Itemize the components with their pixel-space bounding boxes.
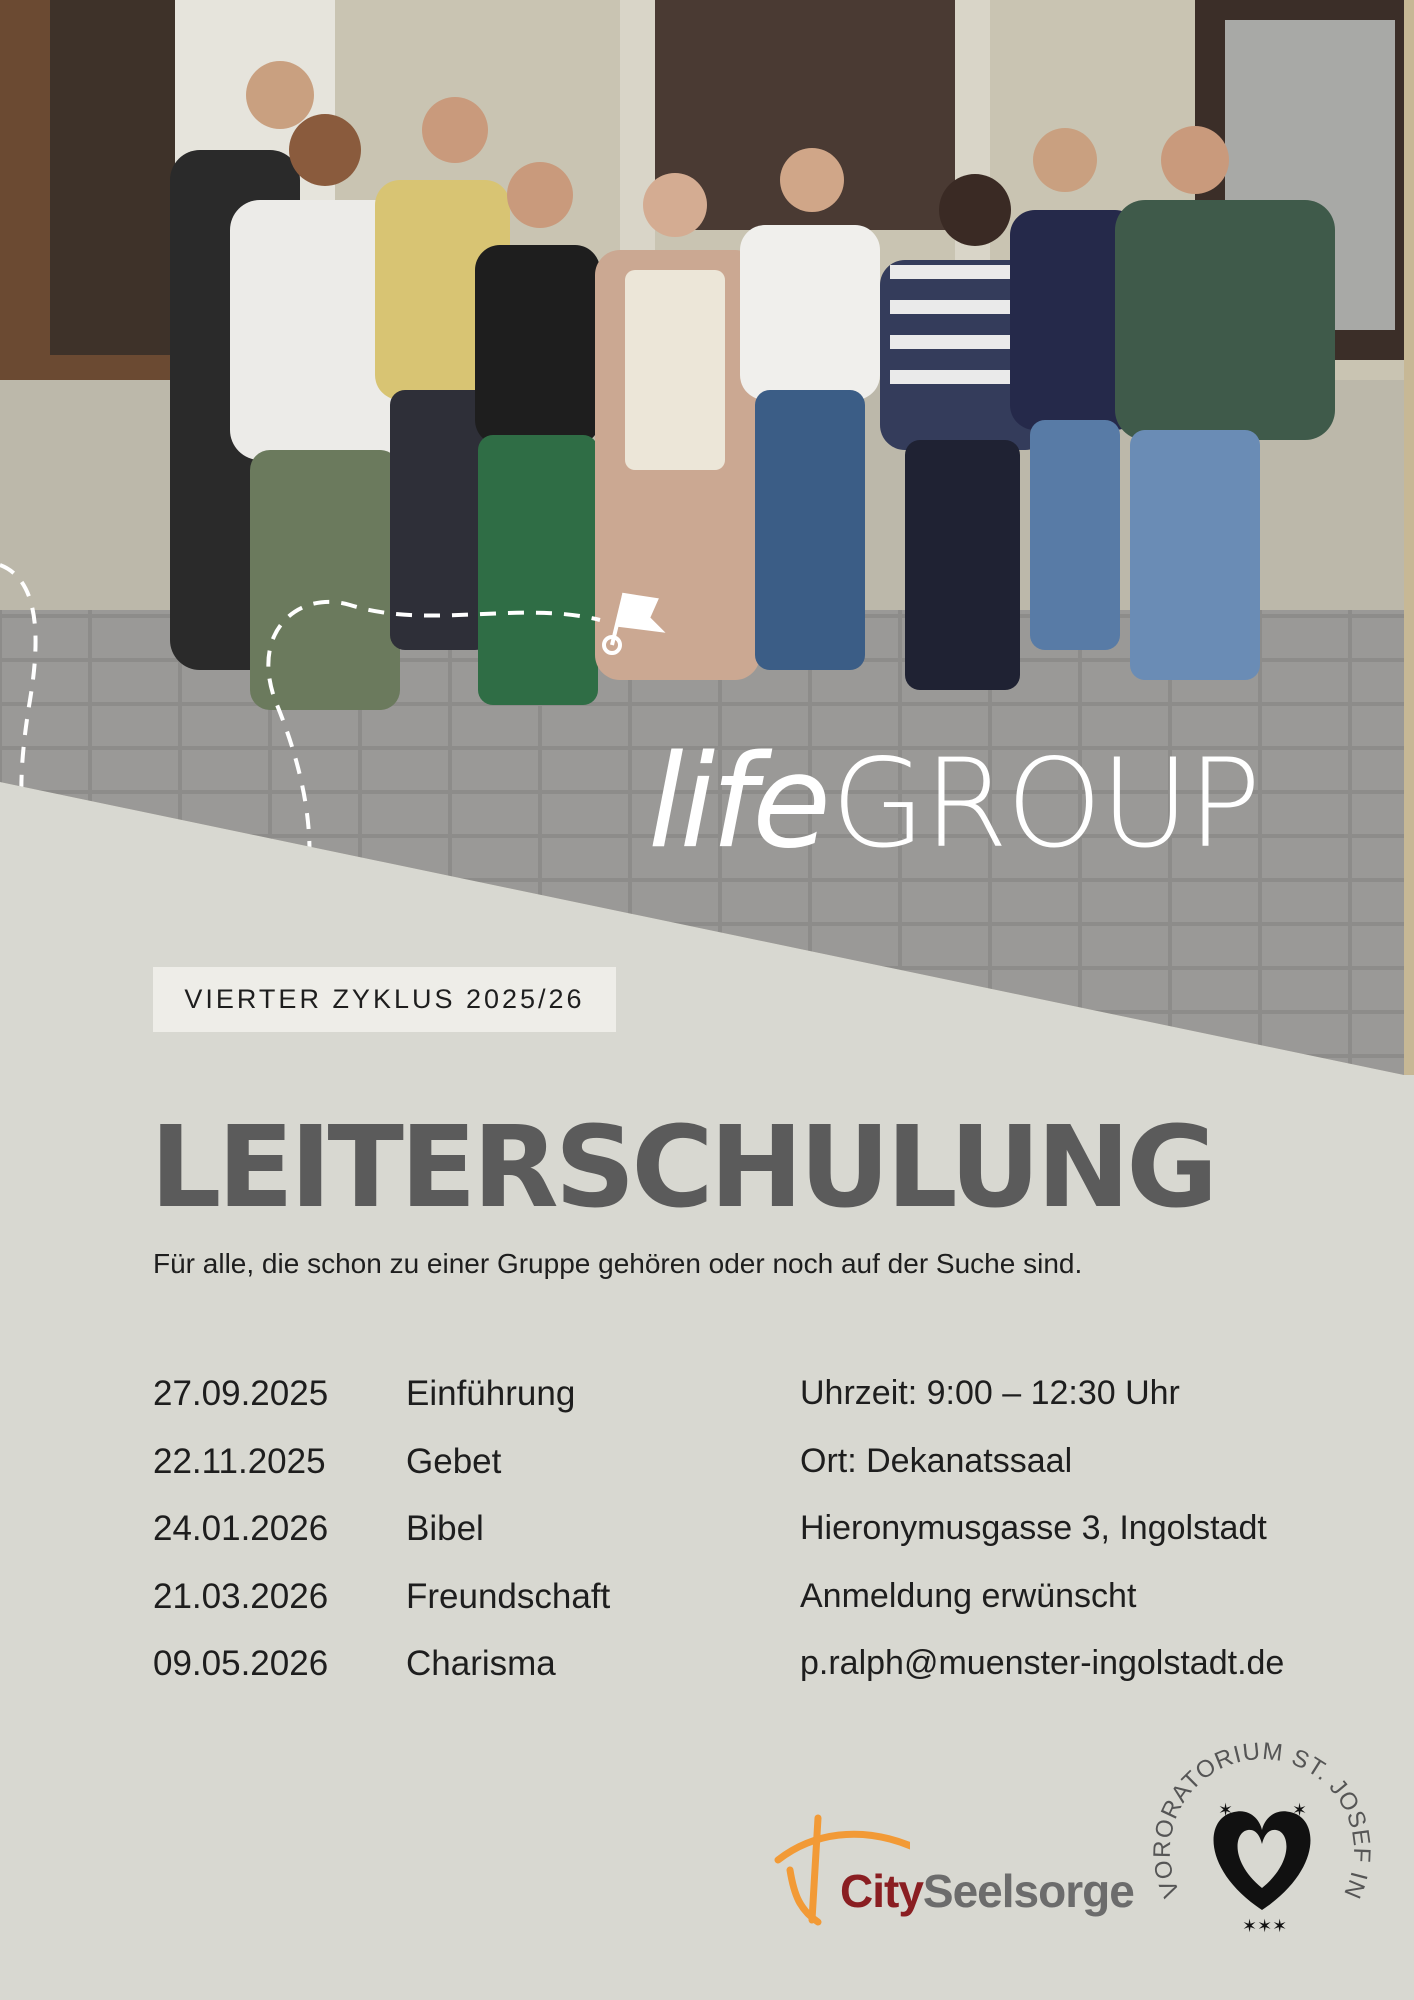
schedule-row — [153, 1442, 753, 1510]
schedule-topic: Einführung — [406, 1374, 576, 1413]
page-subtitle: Für alle, die schon zu einer Gruppe gehören oder noch auf der Suche sind. — [153, 1248, 1083, 1279]
city-seelsorge-text — [840, 1864, 1134, 1918]
schedule-list — [153, 1374, 753, 1712]
schedule-topic: Bibel — [406, 1509, 484, 1548]
schedule-date: 09.05.2026 — [153, 1644, 329, 1683]
event-info — [800, 1374, 1360, 1712]
schedule-date: 24.01.2026 — [153, 1509, 329, 1548]
cycle-badge: VIERTER ZYKLUS 2025/26 — [153, 967, 616, 1032]
oratorium-logo — [1142, 1730, 1382, 1970]
svg-text:✶✶✶: ✶✶✶ — [1242, 1916, 1288, 1937]
schedule-topic: Charisma — [406, 1644, 556, 1683]
lifegroup-wordmark — [648, 728, 1408, 898]
city-seelsorge-logo — [770, 1810, 1135, 1940]
info-address: Hieronymusgasse 3, Ingolstadt — [800, 1509, 1267, 1547]
schedule-topic: Gebet — [406, 1441, 502, 1481]
info-place: Ort: Dekanatssaal — [800, 1441, 1073, 1480]
schedule-topic: Freundschaft — [406, 1576, 611, 1616]
info-email[interactable]: p.ralph@muenster-ingolstadt.de — [800, 1644, 1285, 1682]
heart-emblem-icon — [1142, 1730, 1382, 1970]
wordmark-group: GROUP — [830, 733, 1260, 875]
page-title: LEITERSCHULUNG — [150, 1103, 1215, 1233]
gold-edge — [1404, 0, 1414, 1075]
seelsorge-word: Seelsorge — [922, 1865, 1134, 1917]
schedule-row — [153, 1577, 753, 1645]
schedule-row — [153, 1509, 753, 1577]
schedule-row — [153, 1644, 753, 1712]
svg-text:✶: ✶ — [1292, 1800, 1308, 1821]
city-word: City — [840, 1865, 923, 1917]
wordmark-life: life — [648, 728, 827, 877]
svg-text:✶: ✶ — [1218, 1800, 1234, 1821]
oratorium-ring-text: VORORATORIUM ST. JOSEF IN — [1148, 1737, 1376, 1904]
schedule-row — [153, 1374, 753, 1442]
info-time: Uhrzeit: 9:00 – 12:30 Uhr — [800, 1374, 1180, 1412]
schedule-date: 22.11.2025 — [153, 1441, 326, 1481]
schedule-date: 27.09.2025 — [153, 1374, 329, 1413]
schedule-date: 21.03.2026 — [153, 1576, 329, 1616]
info-registration: Anmeldung erwünscht — [800, 1576, 1137, 1615]
